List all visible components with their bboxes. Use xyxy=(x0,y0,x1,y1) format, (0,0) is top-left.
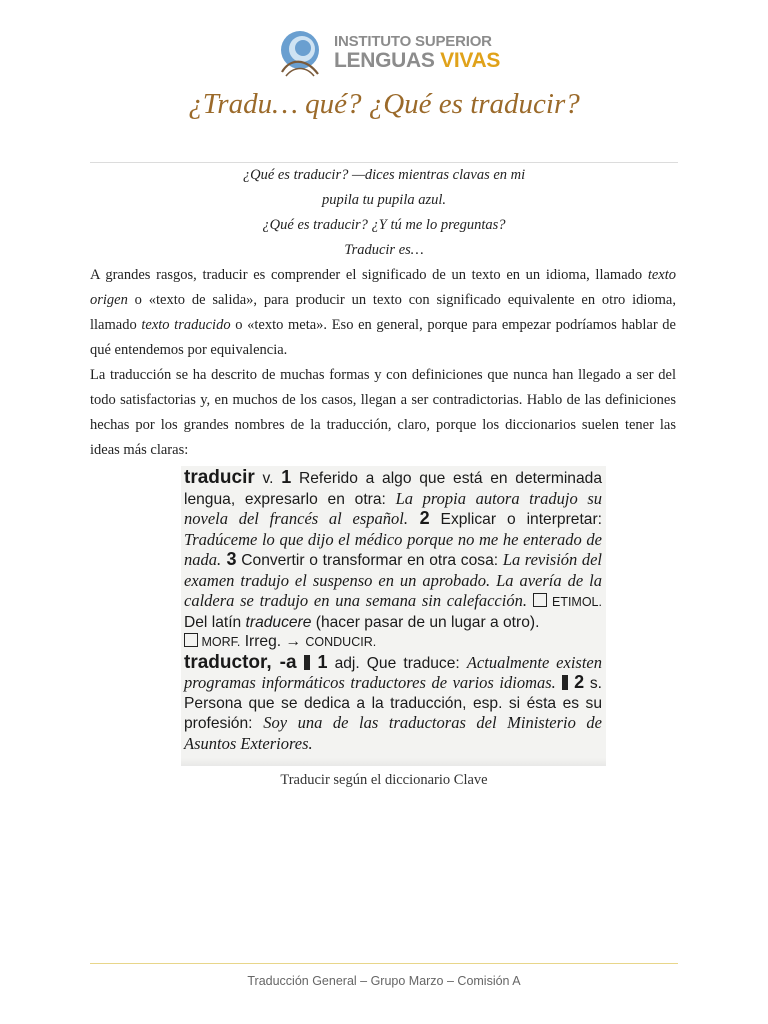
poem-line: ¿Qué es traducir? —dices mientras clavas en mi xyxy=(242,167,526,183)
epigraph-poem xyxy=(90,163,678,263)
dict-section-label: MORF. xyxy=(198,635,241,649)
paragraph-descriptions: La traducción se ha descrito de muchas formas y con definiciones que nunca han llegado a ser del todo satisfactorias y, en muchos de los casos, llegan a ser contradictorias. Hablo de las definiciones hechas por los grandes nombres de la traducción, claro, porque los diccionarios suelen tener las ideas más claras: xyxy=(90,367,676,458)
term-texto-origen: texto origen xyxy=(90,267,676,308)
logo-text-lenguas: LENGUAS xyxy=(334,49,441,72)
sense-number: 2 xyxy=(407,508,430,528)
dict-example: Tradúceme lo que dijo el médico porque no me he enterado de nada. xyxy=(184,529,602,569)
logo-text-vivas: VIVAS xyxy=(440,49,501,72)
checkbox-square-icon xyxy=(184,633,198,647)
dict-text: adj. Que traduce: xyxy=(327,654,467,672)
sense-number: 2 xyxy=(567,672,585,692)
poem-line: ¿Qué es traducir? ¿Y tú me lo preguntas? xyxy=(262,217,506,233)
figure-caption: Traducir según el diccionario Clave xyxy=(280,772,488,788)
dict-example: Actualmente existen programas informáticos traductores de varios idiomas. xyxy=(184,652,602,692)
dict-etymon: traducere xyxy=(245,613,312,631)
headword-traductor: traductor, -a xyxy=(184,651,297,673)
headword-traducir: traducir xyxy=(184,467,255,488)
dict-text: Irreg. → xyxy=(240,633,306,650)
dict-example: La propia autora tradujo su novela del francés al español. xyxy=(184,488,602,528)
paragraph-text: A grandes rasgos, traducir es comprender el significado de un texto en un idioma, llamado xyxy=(90,267,648,283)
institute-logo xyxy=(276,28,506,80)
sense-number: 1 xyxy=(309,651,328,672)
dict-text: Explicar o interpretar: xyxy=(429,511,602,528)
paragraph-text: o «texto de salida», para producir un texto con significado equivalente en otro idioma, llamado xyxy=(90,292,676,333)
footer-divider xyxy=(90,963,678,964)
dict-text: Referido a algo que está en determinada lengua, expresarlo en otra: xyxy=(184,470,602,508)
image-crop-edge xyxy=(181,758,606,766)
paragraph-text: o «texto meta». Eso en general, porque para empezar podríamos hablar de qué entendemos por equivalencia. xyxy=(90,317,676,358)
sense-number: 3 xyxy=(221,549,237,569)
dict-example: La revisión del examen tradujo el suspenso en un aprobado. La avería de la caldera se tradujo en una semana sin calefacción. xyxy=(184,550,602,610)
dict-text: Del latín xyxy=(184,613,246,631)
dict-text: Convertir o transformar en otra cosa: xyxy=(236,552,503,569)
sense-number: 1 xyxy=(281,467,292,487)
logo-text-line1: INSTITUTO SUPERIOR xyxy=(334,33,492,50)
dict-example: Soy una de las traductoras del Ministerio de Asuntos Exteriores. xyxy=(184,713,602,753)
page-footer: Traducción General – Grupo Marzo – Comisión A xyxy=(247,974,521,988)
checkbox-square-icon xyxy=(533,593,547,607)
dict-text: s. Persona que se dedica a la traducción, esp. si ésta es su profesión: xyxy=(184,675,602,732)
dict-cross-reference: CONDUCIR. xyxy=(305,635,377,649)
poem-line: Traducir es… xyxy=(344,242,424,258)
term-texto-traducido: texto traducido xyxy=(141,317,231,333)
dict-text: (hacer pasar de un lugar a otro). xyxy=(311,613,540,631)
paragraph-definition xyxy=(90,263,676,363)
dictionary-entry-image xyxy=(181,466,606,766)
page-title: ¿Tradu… qué? ¿Qué es traducir? xyxy=(188,88,580,120)
logo-swirl-icon xyxy=(276,28,326,80)
dict-text: v. xyxy=(254,470,282,487)
dict-section-label: ETIMOL. xyxy=(546,595,602,609)
logo-text-line2 xyxy=(334,49,500,73)
poem-line: pupila tu pupila azul. xyxy=(321,192,447,208)
body-text xyxy=(90,263,676,463)
